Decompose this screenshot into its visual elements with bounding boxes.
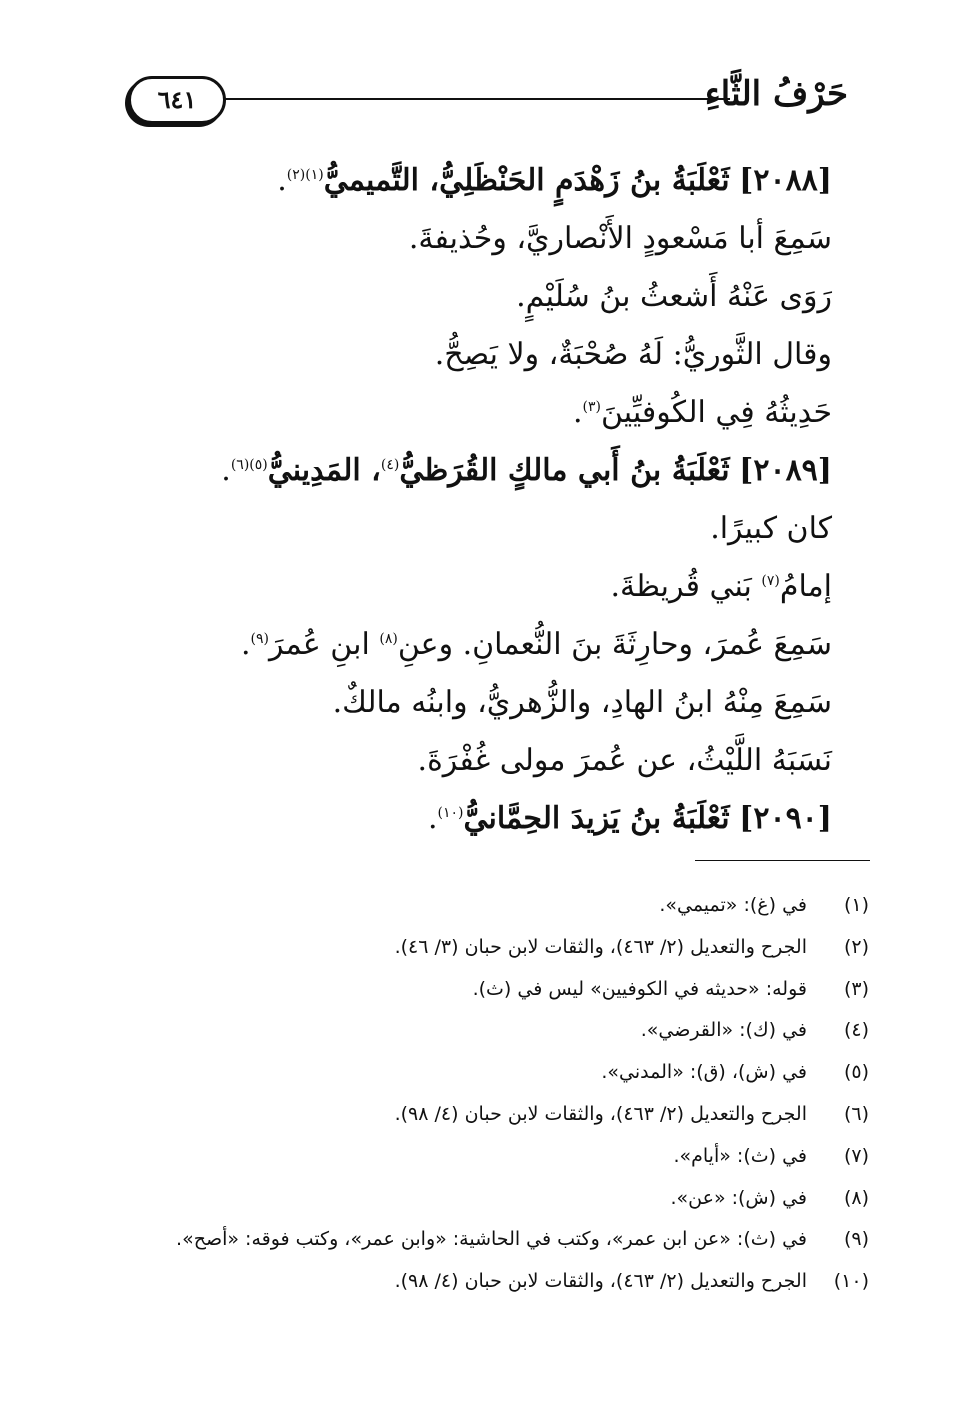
footnote — [89, 1178, 869, 1220]
line-text: حَدِيثُهُ فِي الكُوفيِّينَ — [600, 395, 832, 430]
punctuation: . — [240, 627, 251, 662]
punctuation: . — [572, 395, 583, 430]
footnotes — [89, 885, 869, 1303]
footnote-label: (٥) — [843, 1061, 869, 1084]
footnote-label: (٤) — [843, 1019, 869, 1042]
line-text: سَمِعَ عُمرَ، وحارِثَةَ بنَ النُّعمانِ. وعنِ — [397, 627, 832, 662]
footnote-ref: (٩) — [250, 631, 269, 647]
footnote-label: (٨) — [843, 1186, 869, 1209]
entry-line — [132, 558, 832, 616]
footnote-text: في (ش)، (ق): «المدني». — [601, 1061, 807, 1084]
footnote-text: الجرح والتعديل (٢/ ٤٦٣)، والثقات لابن حبان (٣/ ٤٦). — [394, 935, 807, 958]
footnote-ref: (١٠) — [437, 805, 464, 821]
line-text: إمامُ — [779, 569, 832, 604]
entry-number: [٢٠٨٨] — [739, 163, 832, 198]
footnote-label: (١٠) — [833, 1270, 869, 1293]
chapter-title: حَرْفُ الثَّاءِ — [704, 74, 848, 114]
main-text — [132, 152, 832, 848]
entry-line: وقال الثَّوريُّ: لَهُ صُحْبَةٌ، ولا يَصِحُّ. — [434, 337, 832, 372]
entry-number: [٢٠٨٩] — [739, 453, 832, 488]
footnote — [89, 1261, 869, 1303]
footnote-text: في (ش): «عن». — [670, 1186, 807, 1209]
page-number-badge — [128, 76, 226, 124]
footnote-label: (١) — [843, 894, 869, 916]
footnote-ref: (٧) — [761, 573, 780, 589]
entry-name: ثَعْلَبَةُ بنُ زَهْدَمٍ الحَنْظَلِيُّ، التَّميميُّ — [323, 163, 730, 198]
entry-line: نَسَبَهُ اللَّيْثُ، عن عُمرَ مولى غُفْرَةَ. — [417, 743, 832, 778]
footnote — [89, 885, 869, 927]
entry-line — [132, 616, 832, 674]
line-text: ابنِ عُمرَ — [268, 627, 380, 662]
entry-number: [٢٠٩٠] — [739, 801, 832, 836]
punctuation: . — [277, 163, 287, 198]
punctuation: . — [221, 453, 231, 488]
punctuation: . — [427, 801, 438, 836]
header-rule — [220, 98, 730, 100]
entry-line: كان كبيرًا. — [710, 511, 832, 546]
footnote-label: (٧) — [843, 1144, 869, 1167]
entry-line — [132, 384, 832, 442]
entry-heading — [132, 152, 832, 210]
footnote — [89, 1010, 869, 1052]
page-header — [128, 68, 848, 138]
footnote-ref: (٣) — [582, 399, 601, 415]
footnote — [89, 1136, 869, 1178]
footnote-label: (٣) — [843, 977, 869, 1000]
footnote-ref: (٥)(٦) — [230, 457, 268, 473]
footnote-text: في (غ): «تميمي». — [659, 894, 807, 916]
entry-nisba: ، المَدِينيُّ — [267, 453, 381, 488]
entry-heading — [132, 442, 832, 500]
footnote-text: قوله: «حديثه في الكوفيين» ليس في (ث). — [472, 977, 807, 1000]
footnote-text: الجرح والتعديل (٢/ ٤٦٣)، والثقات لابن حبان (٤/ ٩٨). — [394, 1270, 807, 1293]
footnote-text: في (ث): «عن ابن عمر»، وكتب في الحاشية: «وابن عمر»، وكتب فوقه: «أصح». — [176, 1228, 807, 1251]
footnote-ref: (٤) — [380, 457, 400, 473]
footnote-text: في (ث): «أيام». — [673, 1144, 807, 1167]
footnote-text: الجرح والتعديل (٢/ ٤٦٣)، والثقات لابن حبان (٤/ ٩٨). — [394, 1102, 807, 1125]
entry-line: رَوَى عَنْهُ أَشعثُ بنُ سُلَيْمٍ. — [516, 279, 832, 314]
footnote-separator — [695, 860, 870, 861]
footnote-ref: (٨) — [379, 631, 398, 647]
entry-name: ثَعْلَبَةُ بنُ يَزيدَ الحِمَّانيُّ — [463, 801, 730, 836]
footnote-text: في (ك): «القرضي». — [640, 1019, 807, 1042]
line-text: بَني قُريظةَ. — [610, 569, 762, 604]
footnote-label: (٦) — [843, 1102, 869, 1125]
footnote — [89, 1219, 869, 1261]
entry-heading — [132, 790, 832, 848]
footnote — [89, 1094, 869, 1136]
entry-line: سَمِعَ أبا مَسْعودٍ الأَنْصاريَّ، وحُذيفةَ. — [408, 221, 832, 256]
footnote-label: (٢) — [843, 935, 869, 958]
page-number: ٦٤١ — [157, 85, 197, 114]
entry-line: سَمِعَ مِنْهُ ابنُ الهادِ، والزُّهريُّ، وابنُه مالكٌ. — [332, 685, 832, 720]
footnote — [89, 927, 869, 969]
footnote — [89, 1052, 869, 1094]
entry-name: ثَعْلَبَةُ بنُ أَبي مالكٍ القُرَظيُّ — [399, 453, 730, 488]
footnote-ref: (١)(٢) — [286, 167, 324, 183]
footnote-label: (٩) — [843, 1228, 869, 1251]
footnote — [89, 969, 869, 1011]
